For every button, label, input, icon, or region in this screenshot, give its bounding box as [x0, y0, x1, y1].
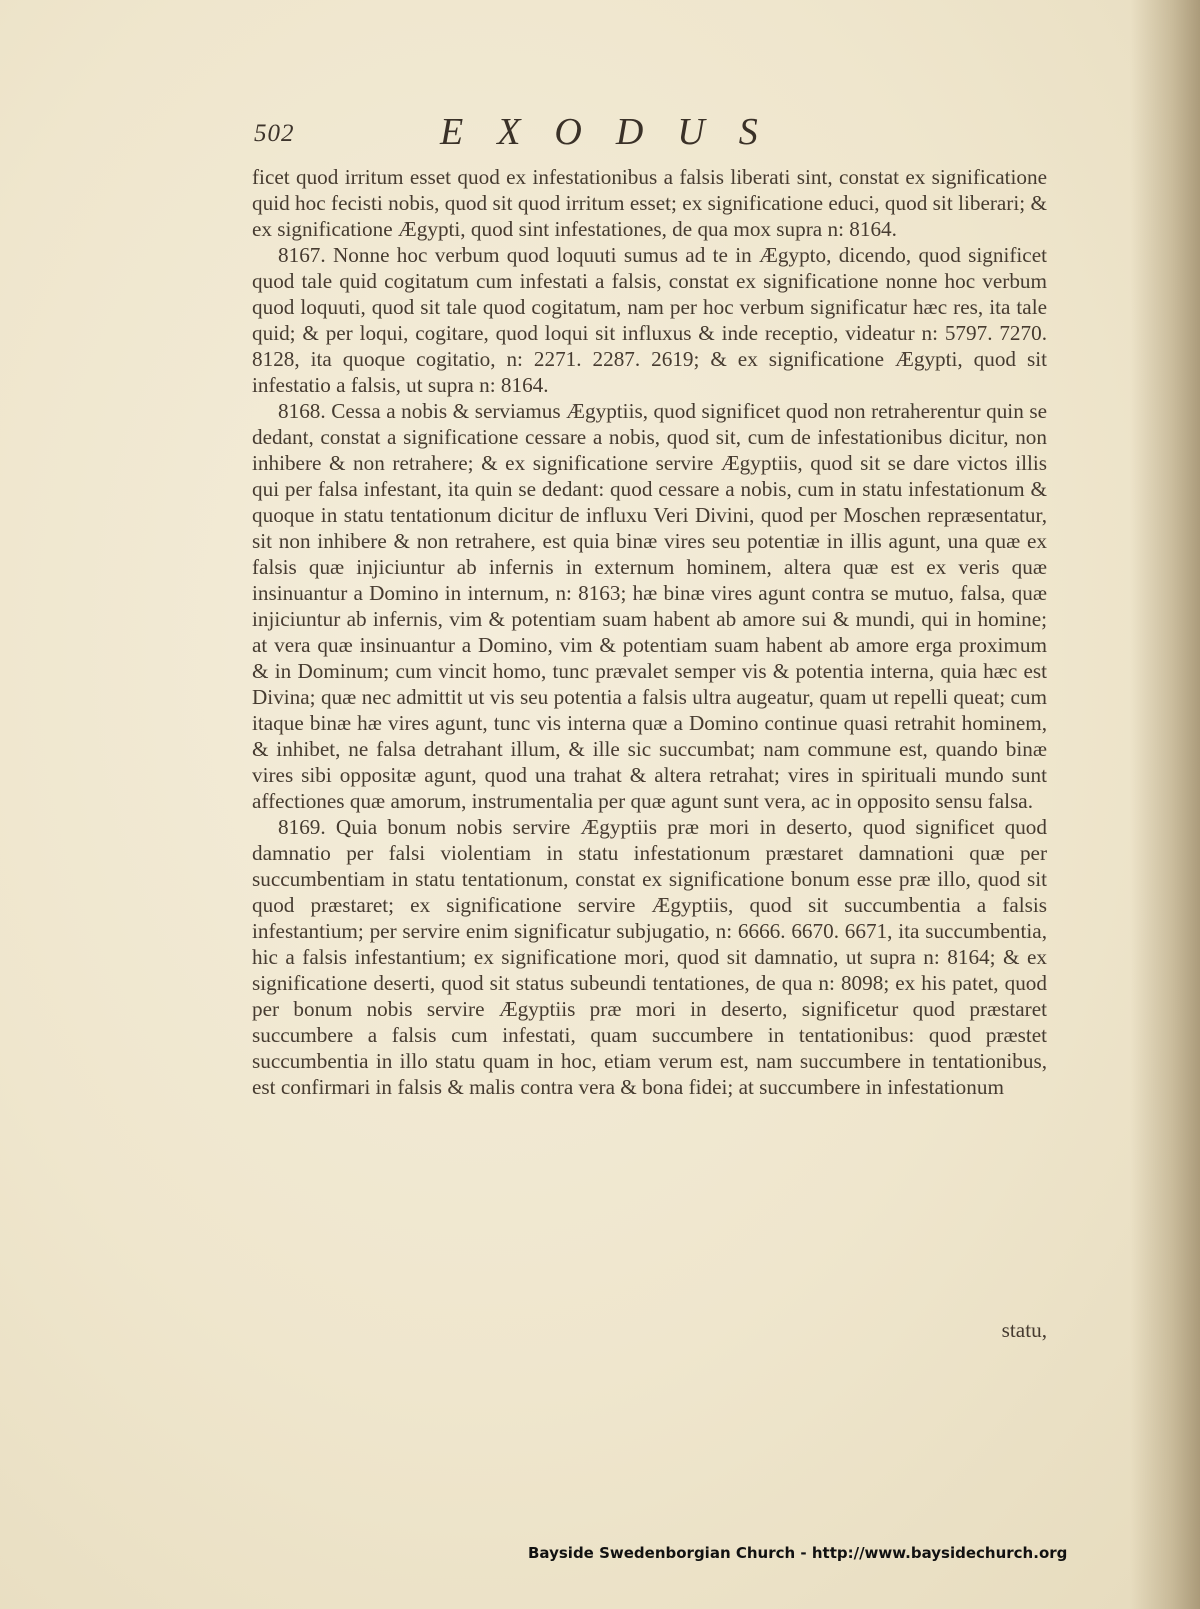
book-title: EXODUS: [440, 111, 792, 153]
page-number: 502: [254, 120, 295, 147]
paragraph-continuation: ficet quod irritum esset quod ex infestationibus a falsis liberati sint, constat ex significatione quid hoc fecisti nobis, quod sit quod irritum esset; ex significatione educi, quod sit liberari; & ex significatione Ægypti, quod sint infestationes, de qua mox supra n: 8164.: [252, 165, 1047, 241]
paragraph-8168: 8168. Cessa a nobis & serviamus Ægyptiis, quod significet quod non retraherentur quin se dedant, constat a significatione cessare a nobis, quod sit, cum de infestationibus dicitur, non inhibere & non retrahere; & ex significatione servire Ægyptiis, quod sit se dare victos illis qui per falsa infestant, ita quin se dedant: quod cessare a nobis, cum in statu infestationum & quoque in statu tentationum dicitur de influxu Veri Divini, quod per Moschen repræsentatur, sit non inhibere & non retrahere, est quia binæ vires seu potentiæ in illis agunt, una quæ ex falsis quæ injiciuntur ab infernis in externum hominem, altera quæ est ex veris quæ insinuantur a Domino in internum, n: 8163; hæ binæ vires agunt contra se mutuo, falsa, quæ injiciuntur ab infernis, vim & potentiam suam habent ab amore sui & mundi, qui in homine; at vera quæ insinuantur a Domino, vim & potentiam suam habent ab amore erga proximum & in Dominum; cum vincit homo, tunc prævalet semper vis & potentia interna, quia hæc est Divina; quæ nec admittit ut vis seu potentia a falsis ultra augeatur, quam ut repelli queat; cum itaque binæ hæ vires agunt, tunc vis interna quæ a Domino continue quasi retrahit hominem, & inhibet, ne falsa detrahant illum, & ille sic succumbat; nam commune est, quando binæ vires sibi oppositæ agunt, quod una trahat & altera retrahat; vires in spirituali mundo sunt affectiones quæ amorum, instrumentalia per quæ agunt sunt vera, ac in opposito sensu falsa.: [252, 399, 1047, 813]
paragraph-8169: 8169. Quia bonum nobis servire Ægyptiis præ mori in deserto, quod significet quod damnatio per falsi violentiam in statu infestationum præstaret damnationi quæ per succumbentiam in statu tentationum, constat ex significatione bonum esse præ illo, quod sit quod præstaret; ex significatione servire Ægyptiis, quod sit succumbentia a falsis infestantium; per servire enim significatur subjugatio, n: 6666. 6670. 6671, ita succumbentia, hic a falsis infestantium; ex significatione mori, quod sit damnatio, ut supra n: 8164; & ex significatione deserti, quod sit status subeundi tentationes, de qua n: 8098; ex his patet, quod per bonum nobis servire Ægyptiis præ mori in deserto, significetur quod præstaret succumbere a falsis cum infestati, quam succumbere in tentationibus: quod præstet succumbentia in illo statu quam in hoc, etiam verum est, nam succumbere in tentationibus, est confirmari in falsis & malis contra vera & bona fidei; at succumbere in infestationum: [252, 815, 1047, 1099]
binding-shadow: [1130, 0, 1200, 1609]
running-head: [254, 110, 894, 156]
paragraph-8167: 8167. Nonne hoc verbum quod loquuti sumus ad te in Ægypto, dicendo, quod significet quod tale quid cogitatum cum infestati a falsis, constat ex significatione nonne hoc verbum quod loquuti, quod sit tale quod cogitatum, nam per hoc verbum significatur hæc res, ita tale quid; & per loqui, cogitare, quod loqui sit influxus & inde receptio, videatur n: 5797. 7270. 8128, ita quoque cogitatio, n: 2271. 2287. 2619; & ex significatione Ægypti, quod sit infestatio a falsis, ut supra n: 8164.: [252, 243, 1047, 397]
catchword: statu,: [1001, 1318, 1047, 1342]
text-block: [252, 164, 1047, 1100]
footer-credit: Bayside Swedenborgian Church - http://www.baysidechurch.org: [528, 1544, 1068, 1562]
